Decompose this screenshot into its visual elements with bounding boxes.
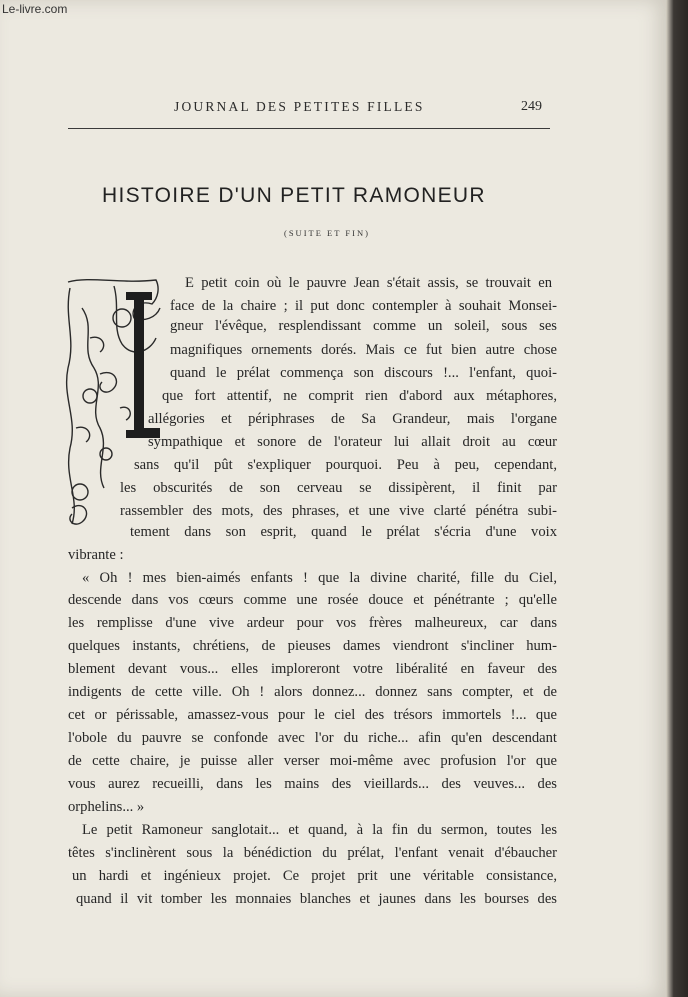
text-line: quand il vit tomber les monnaies blanches et jaunes dans les bourses des <box>76 891 557 907</box>
text-line: vibrante : <box>68 547 124 563</box>
header-rule <box>68 128 550 129</box>
text-line: vous aurez recueilli, dans les mains des vieillards... des veuves... des <box>68 776 557 792</box>
text-line: orphelins... » <box>68 799 145 815</box>
text-line: gneur l'évêque, resplendissant comme un soleil, sous ses <box>170 318 557 334</box>
text-line: quelques instants, chrétiens, de pieuses dames viendront s'incliner hum- <box>68 638 557 654</box>
text-line: rassembler des mots, des phrases, et une vive clarté pénétra subi- <box>120 503 557 519</box>
text-line: cet or périssable, amassez-vous pour le ciel des trésors immortels !... que <box>68 707 557 723</box>
running-head: JOURNAL DES PETITES FILLES <box>174 99 425 114</box>
text-line: allégories et périphrases de Sa Grandeur, mais l'organe <box>148 411 557 427</box>
text-line: blement devant vous... elles imploreront votre libéralité en faveur des <box>68 661 557 677</box>
text-line: que fort attentif, ne comprit rien d'abord aux métaphores, <box>162 388 557 404</box>
text-line: Le petit Ramoneur sanglotait... et quand, à la fin du sermon, toutes les <box>82 822 557 838</box>
article-title: HISTOIRE D'UN PETIT RAMONEUR <box>102 184 486 207</box>
text-line: les remplisse d'une vive ardeur pour vos frères malheureux, car dans <box>68 615 557 631</box>
text-line: de cette chaire, je puisse aller verser moi-même avec profusion l'or que <box>68 753 557 769</box>
page-number: 249 <box>521 99 542 114</box>
page-edge-shadow <box>666 0 688 997</box>
text-line: indigents de cette ville. Oh ! alors donnez... donnez sans compter, et de <box>68 684 557 700</box>
text-line: un hardi et ingénieux projet. Ce projet prit une véritable consistance, <box>72 868 557 884</box>
text-line: magnifiques ornements dorés. Mais ce fut bien autre chose <box>170 342 557 358</box>
watermark: Le-livre.com <box>2 2 68 16</box>
text-line: face de la chaire ; il put donc contempler à souhait Monsei- <box>170 298 557 314</box>
text-line: sympathique et sonore de l'orateur lui allait droit au cœur <box>148 434 557 450</box>
text-line: E petit coin où le pauvre Jean s'était assis, se trouvait en <box>185 275 552 291</box>
text-line: l'obole du pauvre se confonde avec l'or du riche... afin qu'en descendant <box>68 730 557 746</box>
text-line: quand le prélat commença son discours !... l'enfant, quoi- <box>170 365 557 381</box>
text-line: sans qu'il pût s'expliquer pourquoi. Peu à peu, cependant, <box>134 457 557 473</box>
text-line: descende dans vos cœurs comme une rosée douce et pénétrante ; qu'elle <box>68 592 557 608</box>
text-line: « Oh ! mes bien-aimés enfants ! que la divine charité, fille du Ciel, <box>82 570 557 586</box>
text-line: les obscurités de son cerveau se dissipèrent, il finit par <box>120 480 557 496</box>
text-line: têtes s'inclinèrent sous la bénédiction du prélat, l'enfant venait d'ébaucher <box>68 845 557 861</box>
text-line: tement dans son esprit, quand le prélat s'écria d'une voix <box>130 524 557 540</box>
article-subtitle: (SUITE ET FIN) <box>284 228 370 238</box>
